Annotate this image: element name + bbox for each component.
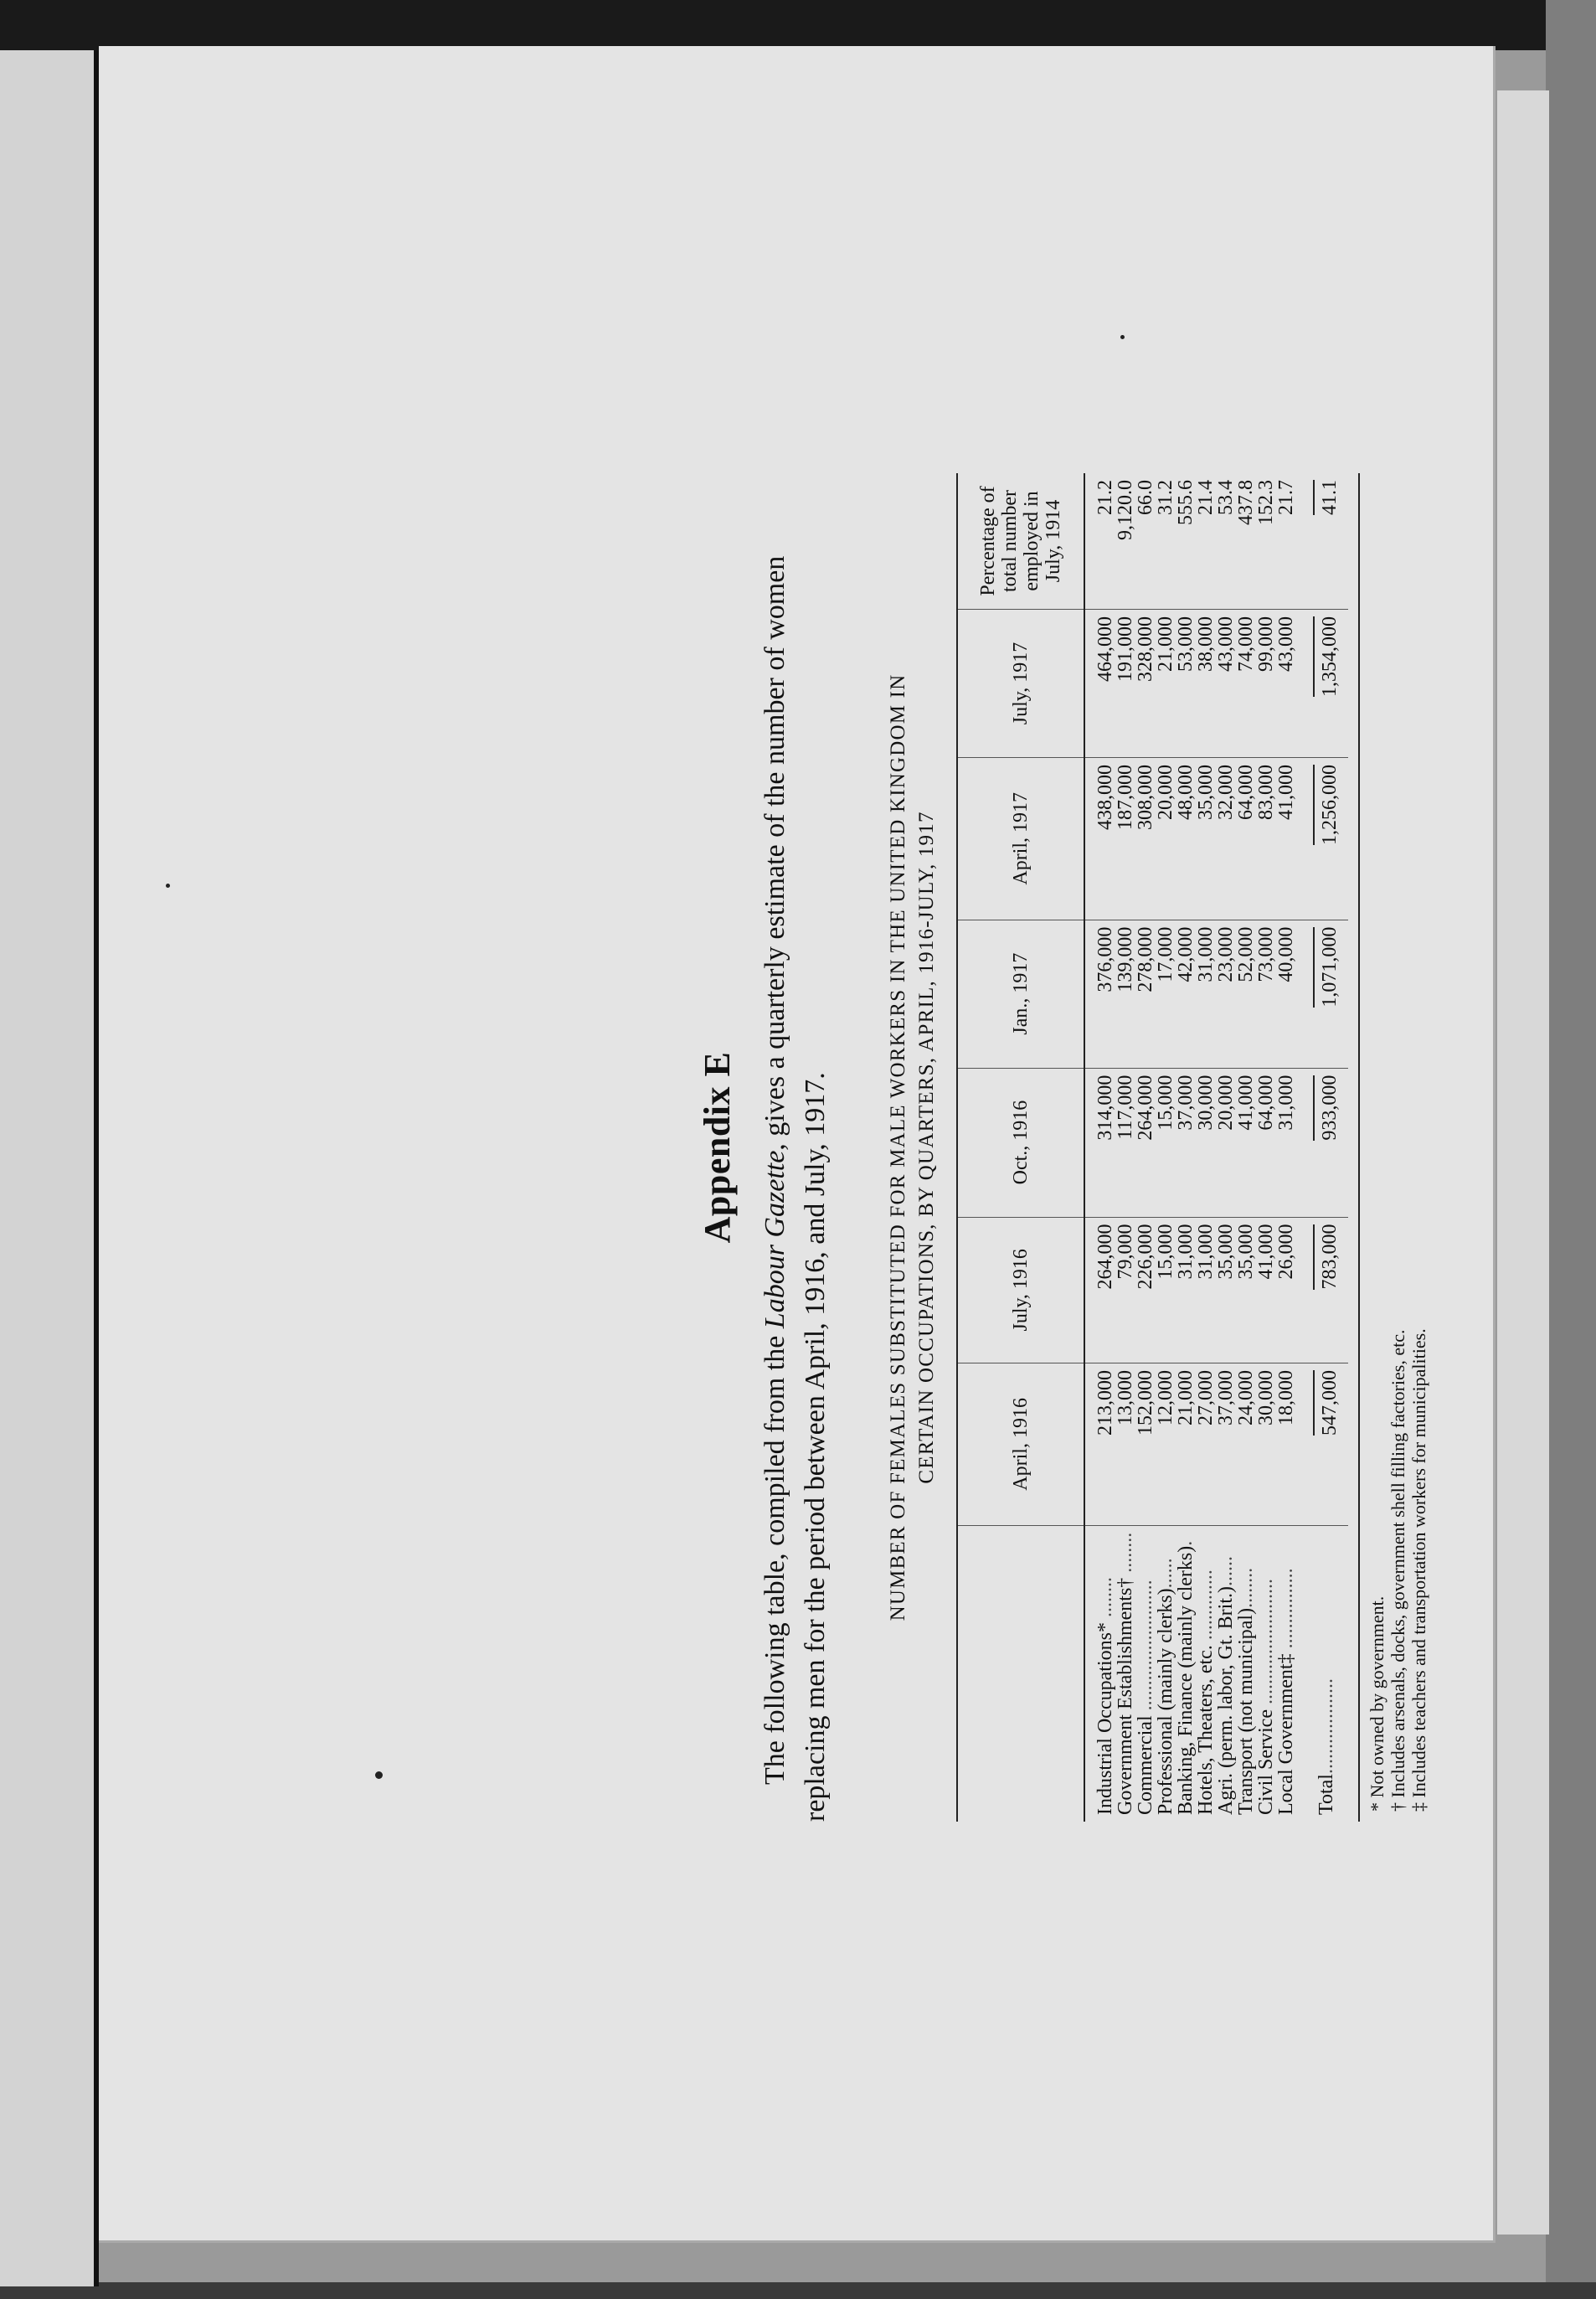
- value-cell: 17,000: [1156, 920, 1176, 1068]
- header-jan-1917: Jan., 1917: [957, 920, 1084, 1068]
- header-july-1917: July, 1917: [957, 610, 1084, 758]
- total-label-cell: [1303, 1525, 1348, 1822]
- paper-speck: [375, 1771, 383, 1779]
- value-cell: 41,000: [1256, 1217, 1276, 1363]
- value-cell: 35,000: [1216, 1217, 1236, 1363]
- value-cell: 38,000: [1196, 610, 1216, 758]
- value-cell: 31,000: [1196, 1217, 1216, 1363]
- percentage-cell: 555.6: [1176, 473, 1196, 610]
- total-cell: [1303, 1363, 1348, 1526]
- value-cell: 139,000: [1115, 920, 1135, 1068]
- value-cell: 187,000: [1115, 757, 1135, 920]
- dot-leader: .........................: [1255, 1579, 1277, 1710]
- value-cell: 15,000: [1156, 1217, 1176, 1363]
- value-cell: 32,000: [1216, 757, 1236, 920]
- value-cell: 83,000: [1256, 757, 1276, 920]
- header-occupation: [957, 1525, 1084, 1822]
- value-cell: 23,000: [1216, 920, 1236, 1068]
- value-cell: 376,000: [1084, 920, 1115, 1068]
- percentage-cell: 66.0: [1135, 473, 1156, 610]
- value-cell: 264,000: [1135, 1068, 1156, 1217]
- value-cell: 74,000: [1236, 610, 1256, 758]
- value-cell: 20,000: [1156, 757, 1176, 920]
- intro-paragraph: [755, 473, 836, 1822]
- table-title-line: NUMBER OF FEMALES SUBSTITUTED FOR MALE WORKERS IN THE UNITED KINGDOM IN: [887, 673, 909, 1621]
- value-cell: 42,000: [1176, 920, 1196, 1068]
- value-cell: 37,000: [1216, 1363, 1236, 1526]
- percentage-cell: 21.4: [1196, 473, 1216, 610]
- value-cell: 21,000: [1156, 610, 1176, 758]
- value-cell: 35,000: [1196, 757, 1216, 920]
- percentage-cell: 437.8: [1236, 473, 1256, 610]
- value-cell: 43,000: [1276, 610, 1303, 758]
- percentage-cell: 31.2: [1156, 473, 1176, 610]
- percentage-cell: 21.2: [1084, 473, 1115, 610]
- dot-leader: ........: [1115, 1532, 1136, 1578]
- previous-page-edge: [0, 50, 99, 2286]
- dot-leader: ......: [1215, 1556, 1237, 1587]
- value-cell: 64,000: [1236, 757, 1256, 920]
- table-body: [1084, 473, 1348, 1822]
- table-row: [1276, 473, 1303, 1822]
- occupation-cell: [1176, 1525, 1196, 1822]
- occupation-label: Banking, Finance (mainly clerks): [1175, 1545, 1197, 1815]
- page-title: Appendix E: [697, 1051, 738, 1244]
- value-cell: 27,000: [1196, 1363, 1216, 1526]
- occupation-label: Government Establishments†: [1115, 1577, 1136, 1815]
- header-april-1916: April, 1916: [957, 1363, 1084, 1526]
- occupation-label: Agri. (perm. labor, Gt. Brit.): [1215, 1586, 1237, 1815]
- dot-leader: ........: [1094, 1577, 1116, 1623]
- value-cell: 52,000: [1236, 920, 1256, 1068]
- value-cell: 73,000: [1256, 920, 1276, 1068]
- total-cell: [1303, 610, 1348, 758]
- value-cell: 31,000: [1196, 920, 1216, 1068]
- occupation-cell: [1256, 1525, 1276, 1822]
- paper-speck: [166, 884, 170, 888]
- total-cell: [1303, 1068, 1348, 1217]
- table-row: [1176, 473, 1196, 1822]
- value-cell: 31,000: [1176, 1217, 1196, 1363]
- value-cell: 48,000: [1176, 757, 1196, 920]
- value-cell: 328,000: [1135, 610, 1156, 758]
- value-cell: 99,000: [1256, 610, 1276, 758]
- total-cell: [1303, 757, 1348, 920]
- table-row: [1196, 473, 1216, 1822]
- occupation-cell: [1236, 1525, 1256, 1822]
- value-cell: 26,000: [1276, 1217, 1303, 1363]
- total-value: 783,000: [1313, 1224, 1340, 1290]
- total-value: 1,256,000: [1313, 765, 1340, 845]
- table-title-line: CERTAIN OCCUPATIONS, BY QUARTERS, APRIL, 1916-JULY, 1917: [915, 811, 938, 1484]
- occupation-label: Transport (not municipal): [1235, 1607, 1257, 1815]
- occupation-cell: [1196, 1525, 1216, 1822]
- occupation-label: Industrial Occupations*: [1094, 1622, 1116, 1815]
- dot-leader: ......: [1155, 1558, 1176, 1589]
- value-cell: 37,000: [1176, 1068, 1196, 1217]
- table-row: [1236, 473, 1256, 1822]
- paper-speck: [1120, 335, 1125, 339]
- header-april-1917: April, 1917: [957, 757, 1084, 920]
- header-oct-1916: Oct., 1916: [957, 1068, 1084, 1217]
- value-cell: 278,000: [1135, 920, 1156, 1068]
- footnote: † Includes arsenals, docks, government shell filling factories, etc.: [1387, 1329, 1408, 1812]
- value-cell: 12,000: [1156, 1363, 1176, 1526]
- value-cell: 152,000: [1135, 1363, 1156, 1526]
- header-july-1916: July, 1916: [957, 1217, 1084, 1363]
- percentage-cell: 21.7: [1276, 473, 1303, 610]
- value-cell: 13,000: [1115, 1363, 1135, 1526]
- occupation-cell: [1276, 1525, 1303, 1822]
- occupation-label: Local Government‡: [1275, 1653, 1297, 1815]
- dot-leader: ..........................: [1135, 1580, 1156, 1716]
- footnotes: [1358, 473, 1429, 1822]
- total-value: 547,000: [1313, 1370, 1340, 1436]
- percentage-cell: 9,120.0: [1115, 473, 1135, 610]
- value-cell: 213,000: [1084, 1363, 1115, 1526]
- occupation-label: Commercial: [1135, 1715, 1156, 1815]
- value-cell: 24,000: [1236, 1363, 1256, 1526]
- dot-leader: ........: [1235, 1567, 1257, 1608]
- table-row: [1135, 473, 1156, 1822]
- value-cell: 438,000: [1084, 757, 1115, 920]
- table-row: [1115, 473, 1135, 1822]
- total-row: [1303, 473, 1348, 1822]
- intro-prefix: The following table, compiled from the: [759, 1328, 790, 1785]
- occupation-cell: [1115, 1525, 1135, 1822]
- header-percentage: Percentage of total number employed in July, 1914: [957, 473, 1084, 610]
- dot-leader: ..............: [1195, 1570, 1217, 1646]
- value-cell: 314,000: [1084, 1068, 1115, 1217]
- table-row: [1256, 473, 1276, 1822]
- total-value: 1,354,000: [1313, 616, 1340, 697]
- dot-leader: ................: [1275, 1568, 1297, 1654]
- intro-source: Labour Gazette: [759, 1150, 790, 1329]
- intro-suffix: , gives a quarterly estimate of the number of women replacing men for the period between April, 1916, and July, 1917.: [759, 555, 831, 1822]
- table-row: [1156, 473, 1176, 1822]
- occupation-cell: [1135, 1525, 1156, 1822]
- dot-leader: ...................: [1315, 1678, 1337, 1775]
- dot-leader: .: [1175, 1540, 1197, 1546]
- total-cell: [1303, 920, 1348, 1068]
- table-row: [1084, 473, 1115, 1822]
- value-cell: 264,000: [1084, 1217, 1115, 1363]
- occupation-cell: [1156, 1525, 1176, 1822]
- percentage-cell: 152.3: [1256, 473, 1276, 610]
- value-cell: 30,000: [1256, 1363, 1276, 1526]
- value-cell: 41,000: [1236, 1068, 1256, 1217]
- footnote: ‡ Includes teachers and transportation workers for municipalities.: [1408, 1328, 1429, 1812]
- value-cell: 31,000: [1276, 1068, 1303, 1217]
- occupation-label: Professional (mainly clerks): [1155, 1588, 1176, 1815]
- value-cell: 308,000: [1135, 757, 1156, 920]
- value-cell: 41,000: [1276, 757, 1303, 920]
- value-cell: 15,000: [1156, 1068, 1176, 1217]
- table-row: [1216, 473, 1236, 1822]
- value-cell: 53,000: [1176, 610, 1196, 758]
- total-value: 1,071,000: [1313, 927, 1340, 1008]
- value-cell: 43,000: [1216, 610, 1236, 758]
- table-header-row: [957, 473, 1084, 1822]
- occupation-label: Hotels, Theaters, etc.: [1195, 1645, 1217, 1815]
- occupation-cell: [1084, 1525, 1115, 1822]
- percentage-cell: 53.4: [1216, 473, 1236, 610]
- statistics-table: [956, 473, 1348, 1822]
- total-percentage: 41.1: [1313, 480, 1340, 515]
- scan-top-edge: [0, 0, 1596, 50]
- total-percentage-cell: [1303, 473, 1348, 610]
- total-cell: [1303, 1217, 1348, 1363]
- value-cell: 35,000: [1236, 1217, 1256, 1363]
- value-cell: 18,000: [1276, 1363, 1303, 1526]
- occupation-label: Civil Service: [1255, 1709, 1277, 1815]
- occupation-cell: [1216, 1525, 1236, 1822]
- rotated-page-content: [674, 440, 1596, 1863]
- value-cell: 117,000: [1115, 1068, 1135, 1217]
- total-label: Total: [1315, 1774, 1337, 1815]
- value-cell: 191,000: [1115, 610, 1135, 758]
- value-cell: 21,000: [1176, 1363, 1196, 1526]
- total-value: 933,000: [1313, 1075, 1340, 1141]
- value-cell: 30,000: [1196, 1068, 1216, 1217]
- value-cell: 464,000: [1084, 610, 1115, 758]
- value-cell: 40,000: [1276, 920, 1303, 1068]
- scan-bottom-edge: [0, 2282, 1596, 2299]
- value-cell: 20,000: [1216, 1068, 1236, 1217]
- value-cell: 79,000: [1115, 1217, 1135, 1363]
- value-cell: 226,000: [1135, 1217, 1156, 1363]
- table-title: [884, 473, 941, 1822]
- value-cell: 64,000: [1256, 1068, 1276, 1217]
- footnote: * Not owned by government.: [1367, 1595, 1387, 1812]
